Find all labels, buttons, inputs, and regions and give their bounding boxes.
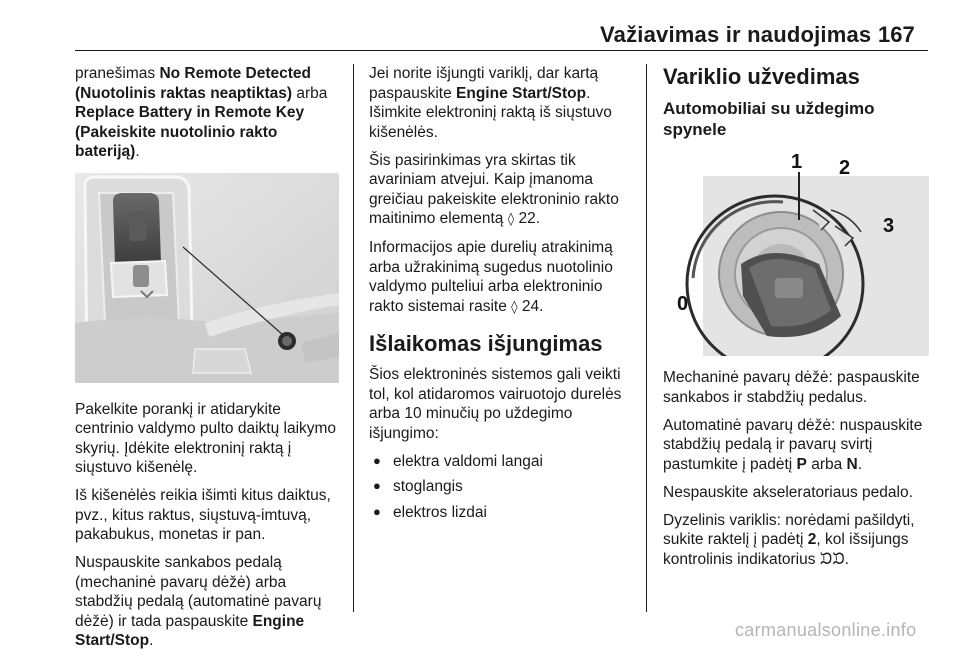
glow-plug-indicator-icon: ᙃᙃ xyxy=(819,549,845,568)
engine-start-stop-label: Engine Start/Stop xyxy=(456,84,587,102)
list-item: ● elektra valdomi langai xyxy=(369,452,637,472)
list-item: ● stoglangis xyxy=(369,477,637,497)
watermark: carmanualsonline.info xyxy=(735,620,917,640)
page-reference[interactable]: 24. xyxy=(517,297,544,315)
paragraph-accelerator: Nespauskite akseleratoriaus pedalo. xyxy=(663,483,913,501)
paragraph-switch-off: Jei norite išjungti variklį, dar kartą paspauskite Engine Start/Stop. Išimkite elektroninį raktą iš siųstuvo kišenėlės. xyxy=(369,65,612,141)
position-1-label: 1 xyxy=(791,151,803,173)
message-no-remote: No Remote Detected (Nuotolinis raktas neaptiktas) xyxy=(75,65,312,102)
section-heading-retained-power: Išlaikomas išjungimas xyxy=(369,331,603,356)
page-reference-icon: ◊ xyxy=(511,299,518,315)
gear-p-label: P xyxy=(796,455,807,473)
intro-paragraph: pranešimas No Remote Detected (Nuotolinis raktas neaptiktas) arba Replace Battery in Remote Key (Pakeiskite nuotolinio rakto bateriją). xyxy=(75,65,328,160)
message-replace-battery: Replace Battery in Remote Key (Pakeiskite nuotolinio rakto bateriją) xyxy=(75,104,305,160)
page-reference-icon: ◊ xyxy=(507,212,515,227)
column-3 xyxy=(663,64,929,578)
key-pocket-illustration xyxy=(75,173,339,383)
column-1 xyxy=(75,64,343,659)
paragraph-manual-gearbox: Mechaninė pavarų dėžė: paspauskite sankabos ir stabdžių pedalus. xyxy=(663,369,920,406)
engine-start-stop-label: Engine Start/Stop xyxy=(75,612,305,649)
header-rule xyxy=(75,50,928,51)
paragraph-diesel: Dyzelinis variklis: norėdami pašildyti, sukite raktelį į padėtį 2, kol išsijungs kontrolinis indikatorius ᙃᙃ. xyxy=(663,511,915,568)
position-2-label: 2 xyxy=(839,157,851,179)
position-3-label: 3 xyxy=(883,215,895,237)
subheading-ignition-lock: Automobiliai su uždegimo spynele xyxy=(663,99,875,139)
position-0-label: 0 xyxy=(677,293,689,315)
paragraph-open-compartment: Pakelkite porankį ir atidarykite centrinio valdymo pulto daiktų laikymo skyrių. Įdėkite elektroninį raktą į siųstuvo kišenėlę. xyxy=(75,400,337,476)
paragraph-remove-items: Iš kišenėlės reikia išimti kitus daiktus, pvz., kitus raktus, siųstuvą-imtuvą, pakabukus, monetas ir pan. xyxy=(75,487,331,543)
page-number: 167 xyxy=(878,22,915,47)
paragraph-press-pedal: Nuspauskite sankabos pedalą (mechaninė pavarų dėžė) arba stabdžių pedalą (automatinė pavarų dėžė) ir tada paspauskite Engine Start/Stop. xyxy=(75,554,322,649)
page-reference[interactable]: 22. xyxy=(514,210,540,227)
paragraph-door-info: Informacijos apie durelių atrakinimą arba užrakinimą sugedus nuotolinio valdymo pulteliui arba elektroninio rakto sistemai rasite ◊ 24. xyxy=(369,239,613,315)
column-2 xyxy=(369,64,637,530)
position-2-ref: 2 xyxy=(807,531,817,548)
paragraph-emergency: Šis pasirinkimas yra skirtas tik avariniam atvejui. Kaip įmanoma greičiau pakeiskite elektroninio rakto maitinimo elementą ◊ 22. xyxy=(369,151,619,227)
paragraph-automatic-gearbox: Automatinė pavarų dėžė: nuspauskite stabdžių pedalą ir pavarų svirtį pastumkite į padėtį P arba N. xyxy=(663,416,923,473)
ignition-switch-illustration xyxy=(663,146,929,356)
gear-n-label: N xyxy=(846,455,858,473)
paragraph-retained-power: Šios elektroninės sistemos gali veikti tol, kol atidaromos vairuotojo durelės arba 10 minučių po uždegimo išjungimo: xyxy=(369,366,622,442)
column-divider-2 xyxy=(646,64,647,612)
header-title: Važiavimas ir naudojimas xyxy=(600,22,872,47)
retained-power-list xyxy=(369,452,637,523)
section-heading-engine-start: Variklio užvedimas xyxy=(663,64,860,89)
list-item: ● elektros lizdai xyxy=(369,503,637,523)
column-divider-1 xyxy=(353,64,354,612)
